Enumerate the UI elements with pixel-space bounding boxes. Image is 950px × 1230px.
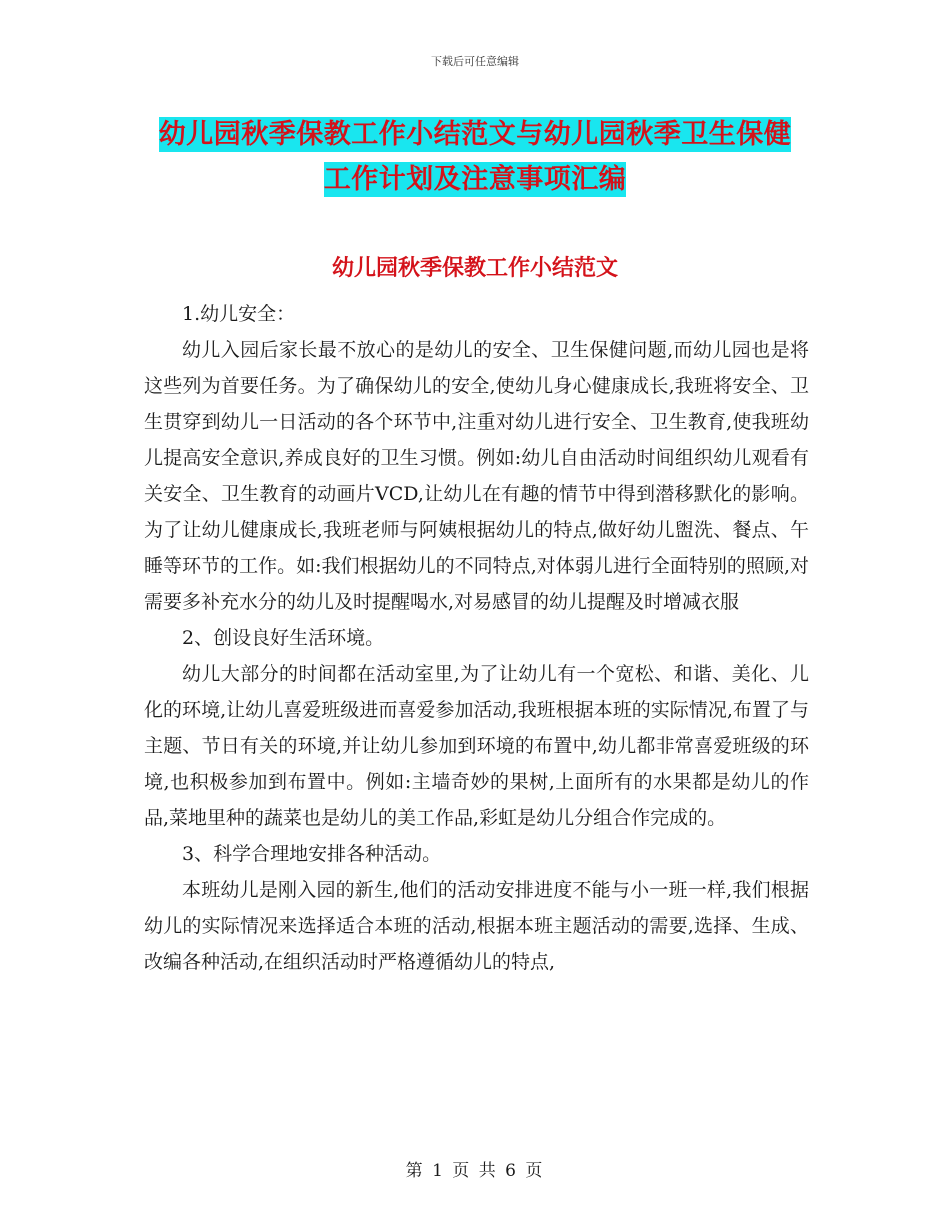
title-highlight-2: 工作计划及注意事项汇编 [323,164,627,195]
document-title-line-1 [0,112,950,151]
title-highlight-1: 幼儿园秋季保教工作小结范文与幼儿园秋季卫生保健 [158,119,792,150]
section-heading-1: 1.幼儿安全： [182,303,296,325]
section-subtitle: 幼儿园秋季保教工作小结范文 [331,256,618,281]
section-paragraph-1: 幼儿入园后家长最不放心的是幼儿的安全、卫生保健问题,而幼儿园也是将这些列为首要任务。为了确保幼儿的安全,使幼儿身心健康成长,我班将安全、卫生贯穿到幼儿一日活动的各个环节中,注重对幼儿进行安全、卫生教育,使我班幼儿提高安全意识,养成良好的卫生习惯。例如:幼儿自由活动时间组织幼儿观看有关安全、卫生教育的动画片VCD,让幼儿在有趣的情节中得到潜移默化的影响。为了让幼儿健康成长,我班老师与阿姨根据幼儿的特点,做好幼儿盥洗、餐点、午睡等环节的工作。如:我们根据幼儿的不同特点,对体弱儿进行全面特别的照顾,对需要多补充水分的幼儿及时提醒喝水,对易感冒的幼儿提醒及时增减衣服 [144,339,809,613]
document-title-line-2 [0,157,950,196]
header-note: 下载后可任意编辑 [431,55,519,68]
page-footer: 第 1 页 共 6 页 [405,1161,545,1181]
section-paragraph-3: 本班幼儿是刚入园的新生,他们的活动安排进度不能与小一班一样,我们根据幼儿的实际情况来选择适合本班的活动,根据本班主题活动的需要,选择、生成、改编各种活动,在组织活动时严格遵循幼儿的特点, [144,879,809,973]
section-heading-3: 3、科学合理地安排各种活动。 [182,843,442,865]
section-paragraph-2: 幼儿大部分的时间都在活动室里,为了让幼儿有一个宽松、和谐、美化、儿化的环境,让幼儿喜爱班级进而喜爱参加活动,我班根据本班的实际情况,布置了与主题、节日有关的环境,并让幼儿参加到环境的布置中,幼儿都非常喜爱班级的环境,也积极参加到布置中。例如:主墙奇妙的果树,上面所有的水果都是幼儿的作品,菜地里种的蔬菜也是幼儿的美工作品,彩虹是幼儿分组合作完成的。 [144,663,809,829]
body-text [144,296,809,980]
section-heading-2: 2、创设良好生活环境。 [182,627,385,649]
